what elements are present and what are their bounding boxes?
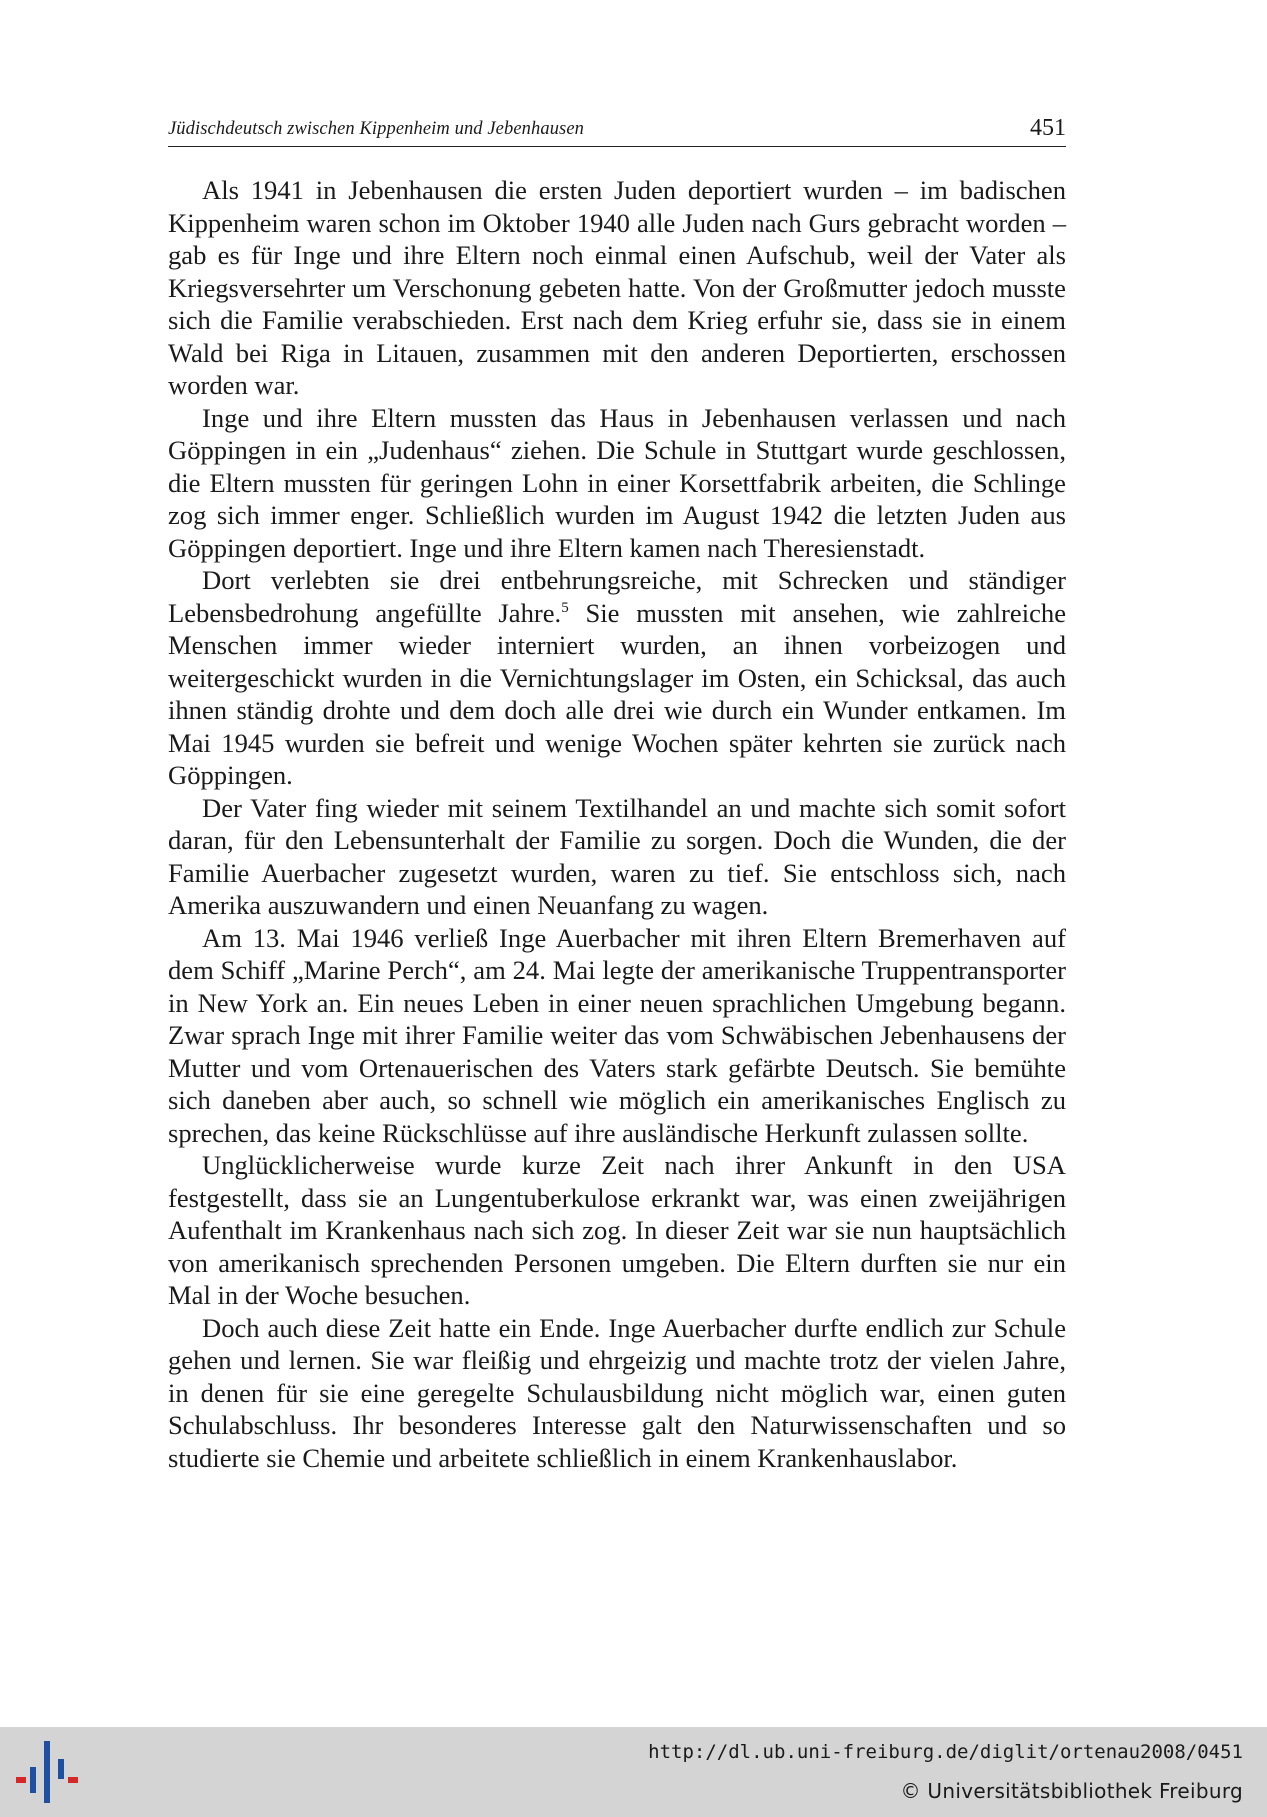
paragraph-2: Inge und ihre Eltern mussten das Haus in Jebenhausen verlassen und nach Göppingen in ein „Judenhaus“ ziehen. Die Schule in Stuttgart wurde geschlossen, die Eltern mussten für geringen Lohn in einer Korsettfabrik arbeiten, die Schlinge zog sich immer enger. Schließlich wurden im August 1942 die letzten Juden aus Göppingen deportiert. Inge und ihre Eltern kamen nach Theresienstadt. [168,402,1066,563]
paragraph-3-text-b: Sie mussten mit ansehen, wie zahlreiche Menschen immer wieder interniert wurden, an ihnen vorbeizogen und weitergeschickt wurden in die Vernichtungslager im Osten, ein Schicksal, das auch ihnen ständig drohte und dem doch alle drei wie durch ein Wunder entkamen. Im Mai 1945 wurden sie befreit und wenige Wochen später kehrten sie zurück nach Göppingen. [168,597,1066,790]
running-title: Jüdischdeutsch zwischen Kippenheim und Jebenhausen [168,119,585,139]
footer-url-link[interactable]: http://dl.ub.uni-freiburg.de/diglit/ortenau2008/0451 [648,1741,1243,1763]
paragraph-3-text-a: Dort verlebten sie drei entbehrungsreiche, mit Schrecken und ständiger Lebensbedrohung angefüllte Jahre. [168,565,1066,628]
paragraph-3 [168,564,1066,792]
running-header [168,108,1066,147]
footer-copyright: © Universitätsbibliothek Freiburg [900,1779,1243,1803]
footer-bar [0,1727,1267,1817]
paragraph-4: Der Vater fing wieder mit seinem Textilhandel an und machte sich somit sofort daran, für den Lebensunterhalt der Familie zu sorgen. Doch die Wunden, die der Familie Auerbacher zugesetzt wurden, waren zu tief. Sie entschloss sich, nach Amerika auszuwandern und einen Neuanfang zu wagen. [168,792,1066,920]
paragraph-1: Als 1941 in Jebenhausen die ersten Juden deportiert wurden – im badischen Kippenheim waren schon im Oktober 1940 alle Juden nach Gurs gebracht worden – gab es für Inge und ihre Eltern noch einmal einen Aufschub, weil der Vater als Kriegsversehrter um Verschonung gebeten hatte. Von der Großmutter jedoch musste sich die Familie verabschieden. Erst nach dem Krieg erfuhr sie, dass sie in einem Wald bei Riga in Litauen, zusammen mit den anderen Deportierten, erschossen worden war. [168,175,1066,400]
paragraph-7: Doch auch diese Zeit hatte ein Ende. Inge Auerbacher durfte endlich zur Schule gehen und lernen. Sie war fleißig und ehrgeizig und machte trotz der vielen Jahre, in denen für sie eine geregelte Schulausbildung nicht möglich war, einen guten Schulabschluss. Ihr besonderes Interesse galt den Naturwissenschaften und so studierte sie Chemie und arbeitete schließlich in einem Krankenhauslabor. [168,1312,1066,1473]
page-number: 451 [1030,115,1066,141]
ub-freiburg-logo-icon[interactable] [16,1741,78,1803]
body-text [168,174,1066,1474]
paragraph-5: Am 13. Mai 1946 verließ Inge Auerbacher mit ihren Eltern Bremerhaven auf dem Schiff „Marine Perch“, am 24. Mai legte der amerikanische Truppentransporter in New York an. Ein neues Leben in einer neuen sprachlichen Umgebung begann. Zwar sprach Inge mit ihrer Familie weiter das vom Schwäbischen Jebenhausens der Mutter und vom Ortenauerischen des Vaters stark gefärbte Deutsch. Sie bemühte sich daneben aber auch, so schnell wie möglich ein amerikanisches Englisch zu sprechen, das keine Rückschlüsse auf ihre ausländische Herkunft zulassen sollte. [168,922,1066,1148]
paragraph-6: Unglücklicherweise wurde kurze Zeit nach ihrer Ankunft in den USA festgestellt, dass sie an Lungentuberkulose erkrankt war, was einen zweijährigen Aufenthalt im Krankenhaus nach sich zog. In dieser Zeit war sie nun hauptsächlich von amerikanisch sprechenden Personen umgeben. Die Eltern durften sie nur ein Mal in der Woche besuchen. [168,1150,1066,1310]
footnote-reference[interactable]: 5 [561,599,569,616]
